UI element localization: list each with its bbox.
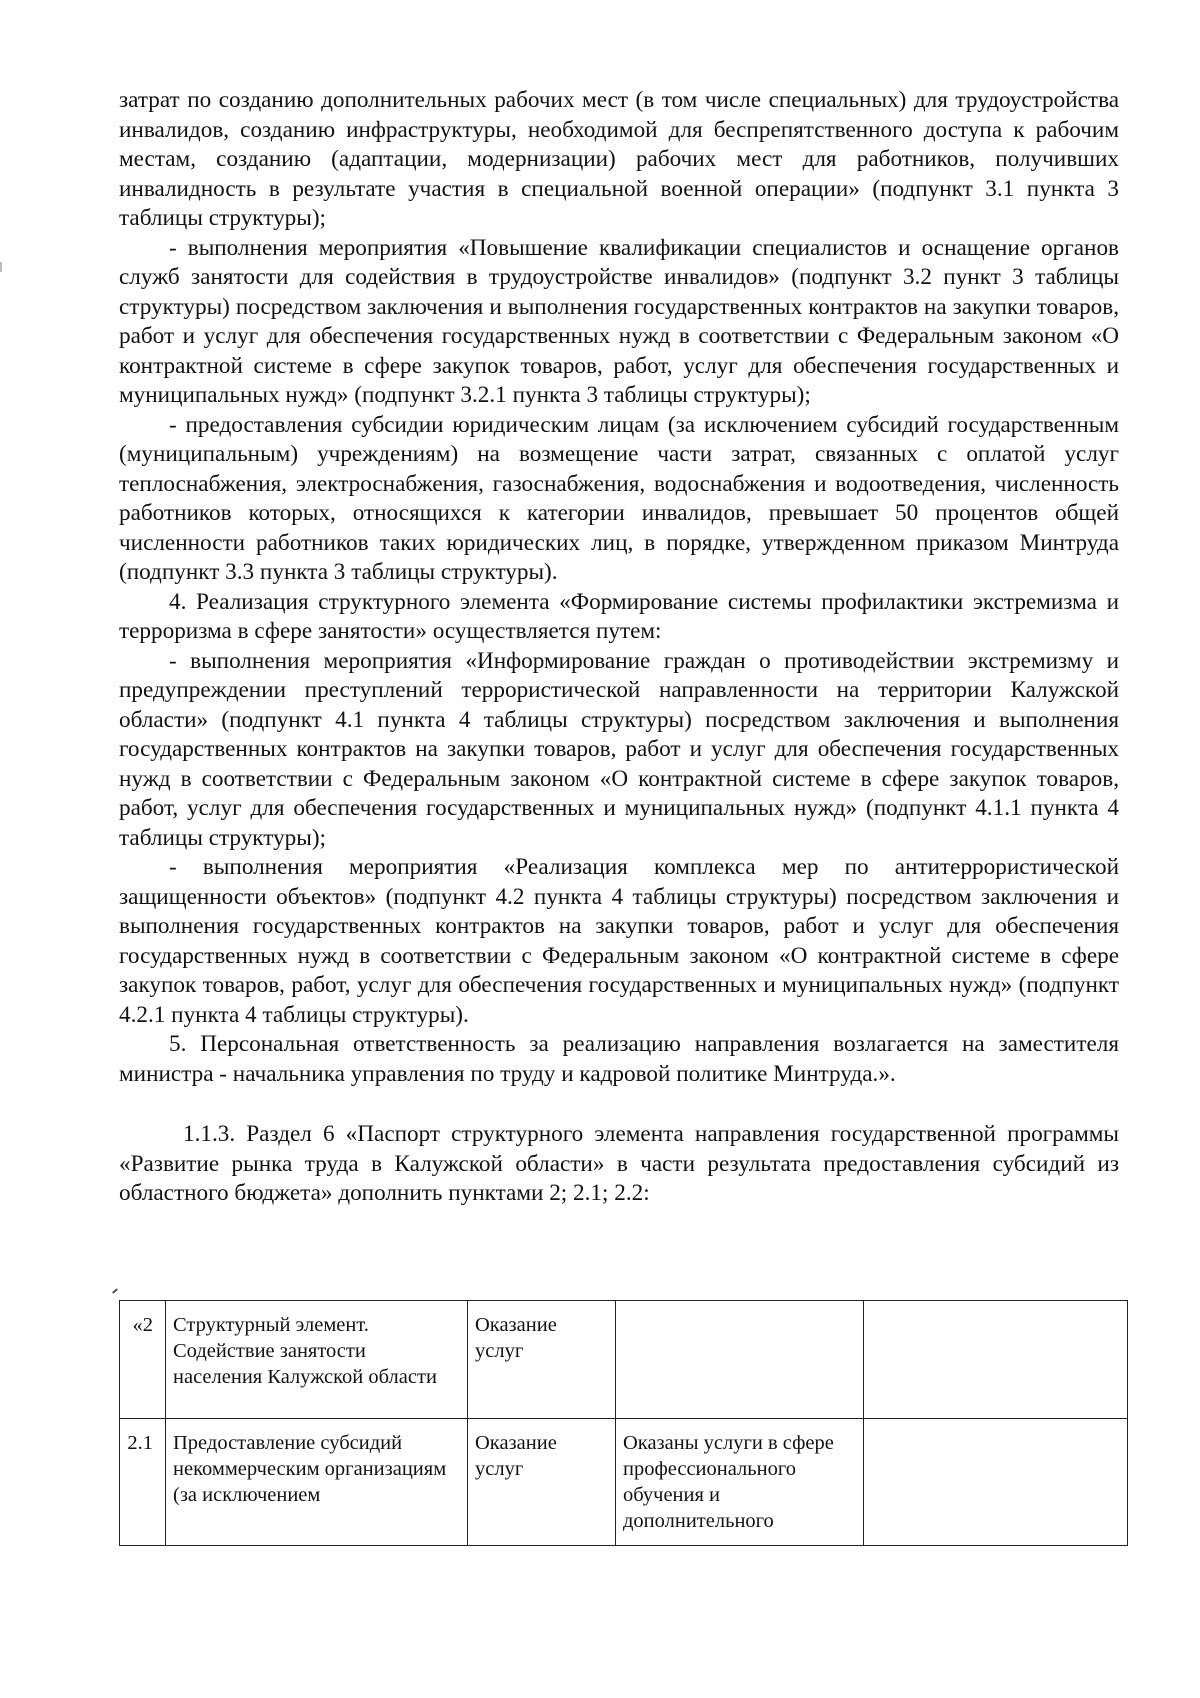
row-extra-cell <box>864 1419 1128 1546</box>
paragraph-antiterror-security: - выполнения мероприятия «Реализация комплекса мер по антитеррористической защищенности объектов» (подпункт 4.2 пункта 4 таблицы структуры) посредством заключения и выполнения государственных контрактов на закупки товаров, работ и услуг для обеспечения государственных нужд в соответствии с Федеральным законом «О контрактной системе в сфере закупок товаров, работ, услуг для обеспечения государственных и муниципальных нужд» (подпункт 4.2.1 пункта 4 таблицы структуры). <box>119 854 1119 1028</box>
row-name-cell: Структурный элемент. Содействие занятости населения Калужской области <box>166 1301 468 1419</box>
passport-table <box>119 1300 1128 1546</box>
document-body <box>119 86 1119 1209</box>
row-result-cell <box>616 1301 864 1419</box>
row-number-cell: «2 <box>120 1301 166 1419</box>
paragraph-informing-citizens: - выполнения мероприятия «Информирование граждан о противодействии экстремизму и предупреждении преступлений террористической направленности на территории Калужской области» (подпункт 4.1 пункта 4 таблицы структуры) посредством заключения и выполнения государственных контрактов на закупки товаров, работ и услуг для обеспечения государственных нужд в соответствии с Федеральным законом «О контрактной системе в сфере закупок товаров, работ, услуг для обеспечения государственных и муниципальных нужд» (подпункт 4.1.1 пункта 4 таблицы структуры); <box>119 647 1119 851</box>
paragraph-subsidy-legal-entities: - предоставления субсидии юридическим лицам (за исключением субсидий государственным (муниципальным) учреждениям) на возмещение части затрат, связанных с оплатой услуг теплоснабжения, электроснабжения, газоснабжения, водоснабжения и водоотведения, численность работников которых, относящихся к категории инвалидов, превышает 50 процентов общей численности работников таких юридических лиц, в порядке, утвержденном приказом Минтруда (подпункт 3.3 пункта 3 таблицы структуры). <box>119 411 1119 585</box>
paragraph-item-4: 4. Реализация структурного элемента «Формирование системы профилактики экстремизма и терроризма в сфере занятости» осуществляется путем: <box>119 588 1119 644</box>
scan-tick-mark <box>112 1288 118 1293</box>
row-extra-cell <box>864 1301 1128 1419</box>
table-row <box>120 1301 1128 1419</box>
paragraph-qualification-event: - выполнения мероприятия «Повышение квалификации специалистов и оснащение органов служб занятости для содействия в трудоустройстве инвалидов» (подпункт 3.2 пункт 3 таблицы структуры) посредством заключения и выполнения государственных контрактов на закупки товаров, работ и услуг для обеспечения государственных нужд в соответствии с Федеральным законом «О контрактной системе в сфере закупок товаров, работ, услуг для обеспечения государственных и муниципальных нужд» (подпункт 3.2.1 пункта 3 таблицы структуры); <box>119 234 1119 408</box>
row-type-cell: Оказание услуг <box>468 1301 616 1419</box>
paragraph-item-5: 5. Персональная ответственность за реализацию направления возлагается на заместителя министра - начальника управления по труду и кадровой политике Минтруда.». <box>119 1031 1119 1087</box>
table-row <box>120 1419 1128 1546</box>
scan-edge-mark <box>0 262 2 272</box>
paragraph-section-1-1-3: 1.1.3. Раздел 6 «Паспорт структурного элемента направления государственной программы «Развитие рынка труда в Калужской области» в части результата предоставления субсидий из областного бюджета» дополнить пунктами 2; 2.1; 2.2: <box>119 1121 1119 1206</box>
paragraph-costs-continuation: затрат по созданию дополнительных рабочих мест (в том числе специальных) для трудоустройства инвалидов, созданию инфраструктуры, необходимой для беспрепятственного доступа к рабочим местам, созданию (адаптации, модернизации) рабочих мест для работников, получивших инвалидность в результате участия в специальной военной операции» (подпункт 3.1 пункта 3 таблицы структуры); <box>119 87 1119 231</box>
row-number-cell: 2.1 <box>120 1419 166 1546</box>
row-result-cell: Оказаны услуги в сфере профессионального обучения и дополнительного <box>616 1419 864 1546</box>
row-type-cell: Оказание услуг <box>468 1419 616 1546</box>
row-name-cell: Предоставление субсидий некоммерческим организациям (за исключением <box>166 1419 468 1546</box>
